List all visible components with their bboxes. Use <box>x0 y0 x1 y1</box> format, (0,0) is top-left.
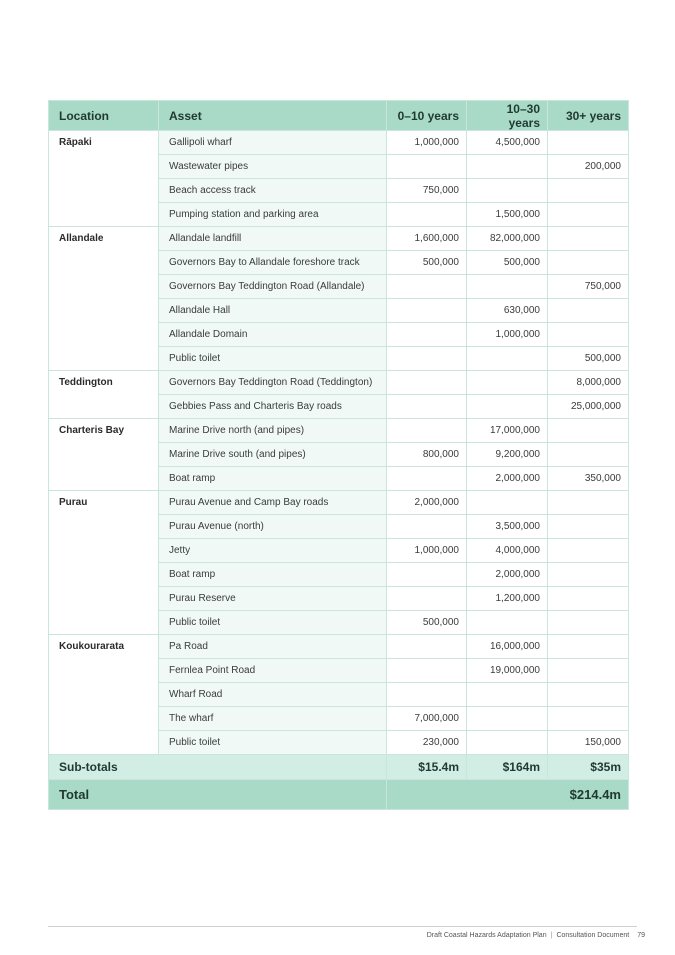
asset-cell: Pumping station and parking area <box>159 203 387 227</box>
header-10-30-years: 10–30 years <box>467 101 548 131</box>
asset-cell: Gebbies Pass and Charteris Bay roads <box>159 395 387 419</box>
asset-cell: Boat ramp <box>159 467 387 491</box>
cost-30-plus-cell <box>548 203 629 227</box>
asset-cell: Governors Bay to Allandale foreshore track <box>159 251 387 275</box>
cost-0-10-cell <box>387 419 467 443</box>
location-cell: Rāpaki <box>49 131 159 227</box>
cost-30-plus-cell <box>548 131 629 155</box>
footer-page-number: 79 <box>637 932 645 939</box>
subtotal-30-plus: $35m <box>548 755 629 780</box>
cost-0-10-cell <box>387 515 467 539</box>
cost-30-plus-cell <box>548 227 629 251</box>
total-label: Total <box>49 780 387 810</box>
cost-10-30-cell: 17,000,000 <box>467 419 548 443</box>
asset-cell: Boat ramp <box>159 563 387 587</box>
cost-10-30-cell: 1,000,000 <box>467 323 548 347</box>
cost-10-30-cell: 630,000 <box>467 299 548 323</box>
cost-30-plus-cell <box>548 611 629 635</box>
cost-30-plus-cell: 500,000 <box>548 347 629 371</box>
cost-10-30-cell: 500,000 <box>467 251 548 275</box>
subtotals-row <box>49 755 629 780</box>
cost-0-10-cell <box>387 371 467 395</box>
header-location: Location <box>49 101 159 131</box>
cost-30-plus-cell <box>548 443 629 467</box>
table-row <box>49 131 629 155</box>
cost-0-10-cell: 750,000 <box>387 179 467 203</box>
cost-0-10-cell <box>387 635 467 659</box>
cost-0-10-cell <box>387 155 467 179</box>
cost-0-10-cell <box>387 203 467 227</box>
cost-10-30-cell <box>467 371 548 395</box>
table-row <box>49 371 629 395</box>
cost-10-30-cell: 1,500,000 <box>467 203 548 227</box>
cost-10-30-cell <box>467 683 548 707</box>
cost-10-30-cell <box>467 155 548 179</box>
cost-0-10-cell: 1,600,000 <box>387 227 467 251</box>
cost-10-30-cell: 2,000,000 <box>467 467 548 491</box>
table-row <box>49 635 629 659</box>
footer-separator: | <box>550 932 553 939</box>
cost-0-10-cell <box>387 563 467 587</box>
cost-0-10-cell: 800,000 <box>387 443 467 467</box>
cost-10-30-cell: 82,000,000 <box>467 227 548 251</box>
header-asset: Asset <box>159 101 387 131</box>
asset-cell: Wastewater pipes <box>159 155 387 179</box>
cost-0-10-cell: 500,000 <box>387 611 467 635</box>
cost-0-10-cell: 1,000,000 <box>387 131 467 155</box>
total-value: $214.4m <box>387 780 629 810</box>
asset-cell: Jetty <box>159 539 387 563</box>
cost-30-plus-cell: 25,000,000 <box>548 395 629 419</box>
asset-cell: Purau Reserve <box>159 587 387 611</box>
cost-0-10-cell <box>387 395 467 419</box>
footer-doc-title: Draft Coastal Hazards Adaptation Plan <box>426 932 547 939</box>
asset-cell: Pa Road <box>159 635 387 659</box>
cost-30-plus-cell <box>548 179 629 203</box>
cost-10-30-cell <box>467 347 548 371</box>
location-cell: Teddington <box>49 371 159 419</box>
cost-10-30-cell <box>467 611 548 635</box>
cost-30-plus-cell <box>548 563 629 587</box>
cost-30-plus-cell: 200,000 <box>548 155 629 179</box>
asset-cell: Purau Avenue (north) <box>159 515 387 539</box>
subtotals-label: Sub-totals <box>49 755 387 780</box>
header-0-10-years: 0–10 years <box>387 101 467 131</box>
cost-30-plus-cell <box>548 323 629 347</box>
cost-30-plus-cell: 8,000,000 <box>548 371 629 395</box>
asset-cell: Wharf Road <box>159 683 387 707</box>
cost-10-30-cell: 1,200,000 <box>467 587 548 611</box>
cost-30-plus-cell <box>548 587 629 611</box>
cost-30-plus-cell <box>548 515 629 539</box>
cost-30-plus-cell <box>548 491 629 515</box>
cost-0-10-cell <box>387 683 467 707</box>
footer-doc-type: Consultation Document <box>556 932 630 939</box>
footer-rule <box>48 926 637 927</box>
cost-30-plus-cell <box>548 419 629 443</box>
cost-0-10-cell <box>387 299 467 323</box>
asset-cell: Allandale Domain <box>159 323 387 347</box>
table-body <box>49 131 629 755</box>
cost-30-plus-cell <box>548 707 629 731</box>
cost-table <box>48 100 629 810</box>
cost-10-30-cell: 2,000,000 <box>467 563 548 587</box>
asset-cell: Allandale landfill <box>159 227 387 251</box>
asset-cell: Governors Bay Teddington Road (Allandale) <box>159 275 387 299</box>
asset-cell: Public toilet <box>159 731 387 755</box>
table-row <box>49 419 629 443</box>
cost-10-30-cell <box>467 707 548 731</box>
cost-0-10-cell <box>387 323 467 347</box>
cost-0-10-cell <box>387 347 467 371</box>
cost-0-10-cell <box>387 659 467 683</box>
asset-cell: Purau Avenue and Camp Bay roads <box>159 491 387 515</box>
location-cell: Allandale <box>49 227 159 371</box>
asset-cell: Marine Drive south (and pipes) <box>159 443 387 467</box>
cost-0-10-cell: 1,000,000 <box>387 539 467 563</box>
cost-30-plus-cell <box>548 683 629 707</box>
cost-0-10-cell <box>387 275 467 299</box>
cost-10-30-cell <box>467 179 548 203</box>
cost-30-plus-cell <box>548 635 629 659</box>
cost-0-10-cell <box>387 467 467 491</box>
page-footer <box>427 932 645 939</box>
cost-0-10-cell: 500,000 <box>387 251 467 275</box>
cost-10-30-cell <box>467 395 548 419</box>
cost-10-30-cell: 19,000,000 <box>467 659 548 683</box>
cost-0-10-cell <box>387 587 467 611</box>
cost-30-plus-cell: 150,000 <box>548 731 629 755</box>
table-row <box>49 491 629 515</box>
table-row <box>49 227 629 251</box>
asset-cell: Fernlea Point Road <box>159 659 387 683</box>
asset-cell: Allandale Hall <box>159 299 387 323</box>
cost-30-plus-cell: 350,000 <box>548 467 629 491</box>
asset-cell: Public toilet <box>159 347 387 371</box>
cost-10-30-cell: 16,000,000 <box>467 635 548 659</box>
asset-cell: Marine Drive north (and pipes) <box>159 419 387 443</box>
asset-cell: Gallipoli wharf <box>159 131 387 155</box>
cost-10-30-cell: 9,200,000 <box>467 443 548 467</box>
cost-30-plus-cell <box>548 251 629 275</box>
cost-10-30-cell: 4,000,000 <box>467 539 548 563</box>
cost-10-30-cell: 4,500,000 <box>467 131 548 155</box>
location-cell: Charteris Bay <box>49 419 159 491</box>
cost-10-30-cell <box>467 491 548 515</box>
cost-30-plus-cell: 750,000 <box>548 275 629 299</box>
cost-0-10-cell: 7,000,000 <box>387 707 467 731</box>
location-cell: Koukourarata <box>49 635 159 755</box>
location-cell: Purau <box>49 491 159 635</box>
header-30-plus-years: 30+ years <box>548 101 629 131</box>
cost-10-30-cell: 3,500,000 <box>467 515 548 539</box>
cost-10-30-cell <box>467 731 548 755</box>
asset-cell: Beach access track <box>159 179 387 203</box>
asset-cell: The wharf <box>159 707 387 731</box>
asset-cell: Governors Bay Teddington Road (Teddington) <box>159 371 387 395</box>
table-header-row <box>49 101 629 131</box>
total-row <box>49 780 629 810</box>
subtotal-10-30: $164m <box>467 755 548 780</box>
subtotal-0-10: $15.4m <box>387 755 467 780</box>
cost-30-plus-cell <box>548 659 629 683</box>
cost-30-plus-cell <box>548 539 629 563</box>
cost-10-30-cell <box>467 275 548 299</box>
cost-0-10-cell: 230,000 <box>387 731 467 755</box>
asset-cell: Public toilet <box>159 611 387 635</box>
cost-30-plus-cell <box>548 299 629 323</box>
cost-0-10-cell: 2,000,000 <box>387 491 467 515</box>
